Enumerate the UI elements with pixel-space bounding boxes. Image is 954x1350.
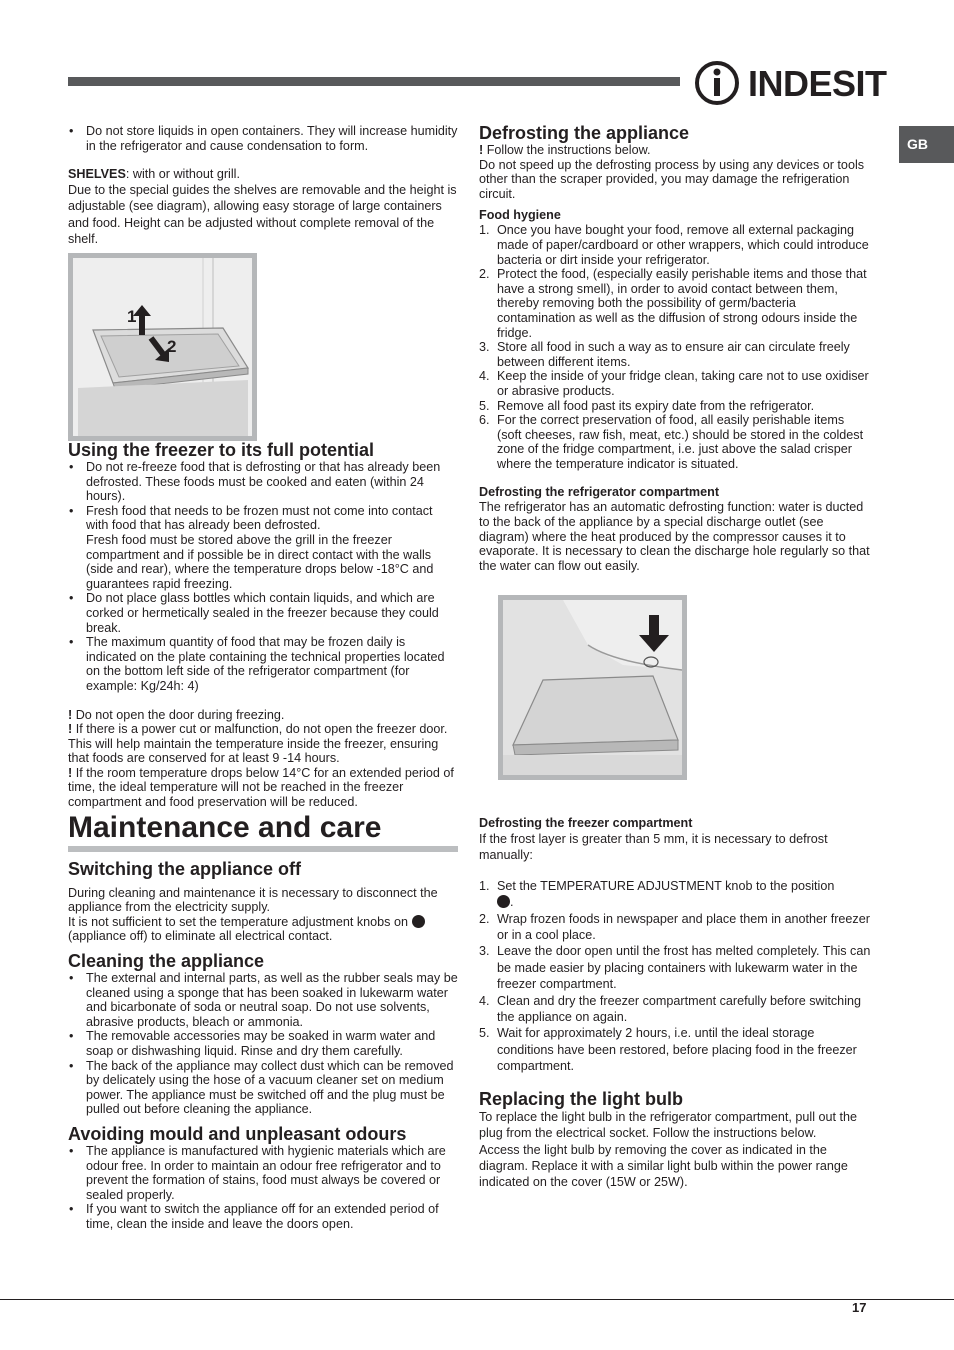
list-number: 1. — [479, 878, 490, 893]
list-text: Keep the inside of your fridge clean, taking care not to use oxidiser or abrasive products. — [497, 369, 869, 398]
bulb-text: To replace the light bulb in the refrigerator compartment, pull out the plug from the electrical socket. Follow the instructions below. — [479, 1109, 858, 1141]
shelves-label: SHELVES — [68, 167, 126, 182]
switching-text-2 — [68, 915, 458, 944]
right-column-top — [479, 123, 871, 573]
warning-line — [68, 722, 458, 766]
defrost-text: Do not speed up the defrosting process by using any devices or tools other than the scraper provided, you may damage the refrigeration circuit. — [479, 157, 865, 201]
mould-list — [68, 1144, 458, 1232]
list-number: 2. — [479, 267, 490, 282]
list-item: • Do not store liquids in open containers. They will increase humidity in the refrigerator and cause condensation to form. — [68, 124, 458, 153]
list-text: Leave the door open until the frost has melted completely. This can be made easier by placing containers with lukewarm water in the freezer compartment. — [497, 944, 871, 992]
bulb-text-2: Access the light bulb by removing the cover as indicated in the diagram. Replace it with a similar light bulb within the power range indicated on the cover (15W or 25W). — [479, 1142, 848, 1190]
list-number: 3. — [479, 944, 490, 959]
list-item: • The appliance is manufactured with hygienic materials which are odour free. In order to maintain an odour free refrigerator and to prevent the formation of stains, food must always be covered or sealed properly. — [68, 1144, 458, 1202]
list-item: • The back of the appliance may collect dust which can be removed by delicately using the hose of a vacuum cleaner set on medium power. The appliance must be switched off and the plug must be pulled out before cleaning the appliance. — [68, 1059, 458, 1117]
brand-name: INDESIT — [748, 63, 887, 104]
list-item — [479, 223, 871, 267]
list-item — [479, 413, 871, 471]
list-item — [479, 1025, 871, 1074]
shelf-step-label-2: 2 — [167, 337, 177, 356]
defrost-warning — [479, 143, 871, 158]
warning-text: If there is a power cut or malfunction, do not open the freezer door. This will help maintain the temperature inside the freezer, ensuring that foods are conserved for at least 9 -14 hours. — [68, 722, 448, 766]
freezer-defrost-text: If the frost layer is greater than 5 mm, it is necessary to defrost manually: — [479, 832, 828, 863]
list-item: • Do not re-freeze food that is defrosting or that has already been defrosted. These foods must be cooked and eaten (within 24 hours). — [68, 460, 458, 504]
freezer-list — [68, 460, 458, 694]
list-number: 4. — [479, 993, 490, 1008]
left-column-top — [68, 124, 458, 247]
freezer-heading: Using the freezer to its full potential — [68, 440, 375, 460]
defrost-heading: Defrosting the appliance — [479, 123, 690, 143]
bulb-heading: Replacing the light bulb — [479, 1088, 683, 1109]
cleaning-list — [68, 971, 458, 1117]
hygiene-list — [479, 223, 871, 471]
list-text: For the correct preservation of food, all easily perishable items (soft cheeses, raw fish, meat, etc.) should be stored in the coldest zone of the fridge compartment, i.e. just above the salad crisper where the temperature indicator is situated. — [497, 413, 864, 471]
warning-mark: ! — [68, 722, 73, 737]
list-text: Store all food in such a way as to ensure air can circulate freely between different items. — [497, 340, 850, 369]
list-item — [479, 911, 871, 944]
header-rule — [68, 77, 680, 86]
freezer-defrost-heading: Defrosting the freezer compartment — [479, 816, 693, 830]
list-text: Wait for approximately 2 hours, i.e. until the ideal storage conditions have been restored, before placing food in the freezer compartment. — [497, 1026, 857, 1074]
list-item: 1. Set the TEMPERATURE ADJUSTMENT knob to the position . — [479, 878, 835, 910]
off-position-dot-icon — [412, 915, 425, 928]
list-item: • If you want to switch the appliance off for an extended period of time, clean the inside and leave the doors open. — [68, 1202, 458, 1231]
defrost-diagram — [498, 595, 687, 780]
mould-heading: Avoiding mould and unpleasant odours — [68, 1123, 407, 1144]
list-item — [479, 267, 871, 340]
shelves-line — [68, 167, 458, 182]
page-number: 17 — [852, 1300, 867, 1315]
list-number: 1. — [479, 223, 490, 238]
list-number: 4. — [479, 369, 490, 384]
fridge-defrost-text: The refrigerator has an automatic defrosting function: water is ducted to the back of the appliance by a special discharge outlet (see diagram) where the heat produced by the compressor causes it to evaporate. It is necessary to clean the discharge hole regularly so that the water can flow out easily. — [479, 500, 870, 573]
list-item — [479, 943, 871, 992]
shelf-illustration-icon — [73, 258, 252, 436]
list-text: Once you have bought your food, remove all external packaging made of paper/cardboard or other wrappers, which could introduce bacteria or dirt inside your refrigerator. — [497, 223, 869, 267]
left-column-main — [68, 440, 458, 1232]
list-item — [68, 504, 458, 592]
warning-text: If the room temperature drops below 14°C for an extended period of time, the ideal temperature will not be reached in the freezer compartment and food preservation will be reduced. — [68, 765, 454, 810]
list-item: • The removable accessories may be soaked in warm water and soap or dishwashing liquid. Rinse and dry them carefully. — [68, 1029, 458, 1058]
warning-text: Follow the instructions below. — [486, 143, 651, 157]
list-item — [479, 399, 871, 414]
list-item: • The external and internal parts, as well as the rubber seals may be cleaned using a sponge that has been soaked in lukewarm water and bicarbonate of soda or neutral soap. Do not use solvents, abrasive products, bleach or ammonia. — [68, 971, 458, 1029]
fridge-defrost-heading: Defrosting the refrigerator compartment — [479, 485, 720, 500]
cleaning-heading: Cleaning the appliance — [68, 951, 265, 972]
warning-line — [68, 708, 458, 723]
list-item: • Do not place glass bottles which contain liquids, and which are corked or hermetically sealed in the freezer because they could break. — [68, 591, 458, 635]
list-text: Protect the food, (especially easily perishable items and those that have a strong smell), in order to avoid contact between them, thereby removing both the possibility of germ/bacteria contamination as well as the diffusion of strong odours inside the fridge. — [497, 267, 867, 340]
shelf-step-label-1: 1 — [127, 307, 137, 326]
shelf-diagram — [68, 253, 257, 441]
switching-text-part: It is not sufficient to set the temperature adjustment knobs on — [68, 914, 408, 929]
warning-mark: ! — [68, 707, 73, 722]
list-text: Wrap frozen foods in newspaper and place them in another freezer or in a cool place. — [497, 911, 870, 943]
list-item: • The maximum quantity of food that may be frozen daily is indicated on the plate containing the technical properties located on the bottom left side of the refrigerator compartment (for example: Kg/24h: 4) — [68, 635, 458, 693]
hygiene-heading: Food hygiene — [479, 208, 561, 223]
switching-heading: Switching the appliance off — [68, 858, 302, 879]
list-number: 5. — [479, 398, 490, 413]
warning-text: Do not open the door during freezing. — [75, 707, 285, 722]
off-position-dot-icon — [497, 895, 510, 908]
switching-text: During cleaning and maintenance it is necessary to disconnect the appliance from the electricity supply. — [68, 885, 438, 915]
warning-mark: ! — [68, 765, 73, 780]
list-number: 6. — [479, 413, 490, 428]
list-item — [479, 340, 871, 369]
defrost-illustration-icon — [503, 600, 682, 775]
footer-rule — [0, 1299, 954, 1300]
switching-text-part: (appliance off) to eliminate all electrical contact. — [68, 929, 333, 944]
list-item-text-extra: Fresh food must be stored above the grill in the freezer compartment and if possible be in direct contact with the walls (side and rear), where the temperature drops below -18°C and guarantees rapid freezing. — [86, 532, 434, 591]
shelves-text: Due to the special guides the shelves are removable and the height is adjustable (see diagram), allowing easy storage of large containers and food. Height can be adjusted without complete removal of the shelf. — [68, 182, 457, 246]
language-tab: GB — [899, 126, 954, 163]
warning-line — [68, 766, 458, 810]
list-item — [479, 993, 871, 1026]
list-text: Set the TEMPERATURE ADJUSTMENT knob to the position — [497, 878, 835, 893]
list-number: 5. — [479, 1026, 490, 1041]
list-text: Clean and dry the freezer compartment carefully before switching the appliance on again. — [497, 993, 861, 1025]
shelves-suffix: : with or without grill. — [125, 167, 240, 182]
maintenance-title: Maintenance and care — [68, 810, 382, 844]
list-text: Remove all food past its expiry date from the refrigerator. — [497, 398, 815, 413]
list-item — [479, 369, 871, 398]
freezer-defrost-list — [479, 878, 871, 1075]
list-number: 3. — [479, 340, 490, 355]
warning-mark: ! — [479, 143, 484, 157]
list-number: 2. — [479, 911, 490, 926]
right-column-bottom — [479, 816, 871, 1191]
list-item-text: Fresh food that needs to be frozen must not come into contact with food that has already been defrosted. — [86, 503, 433, 533]
